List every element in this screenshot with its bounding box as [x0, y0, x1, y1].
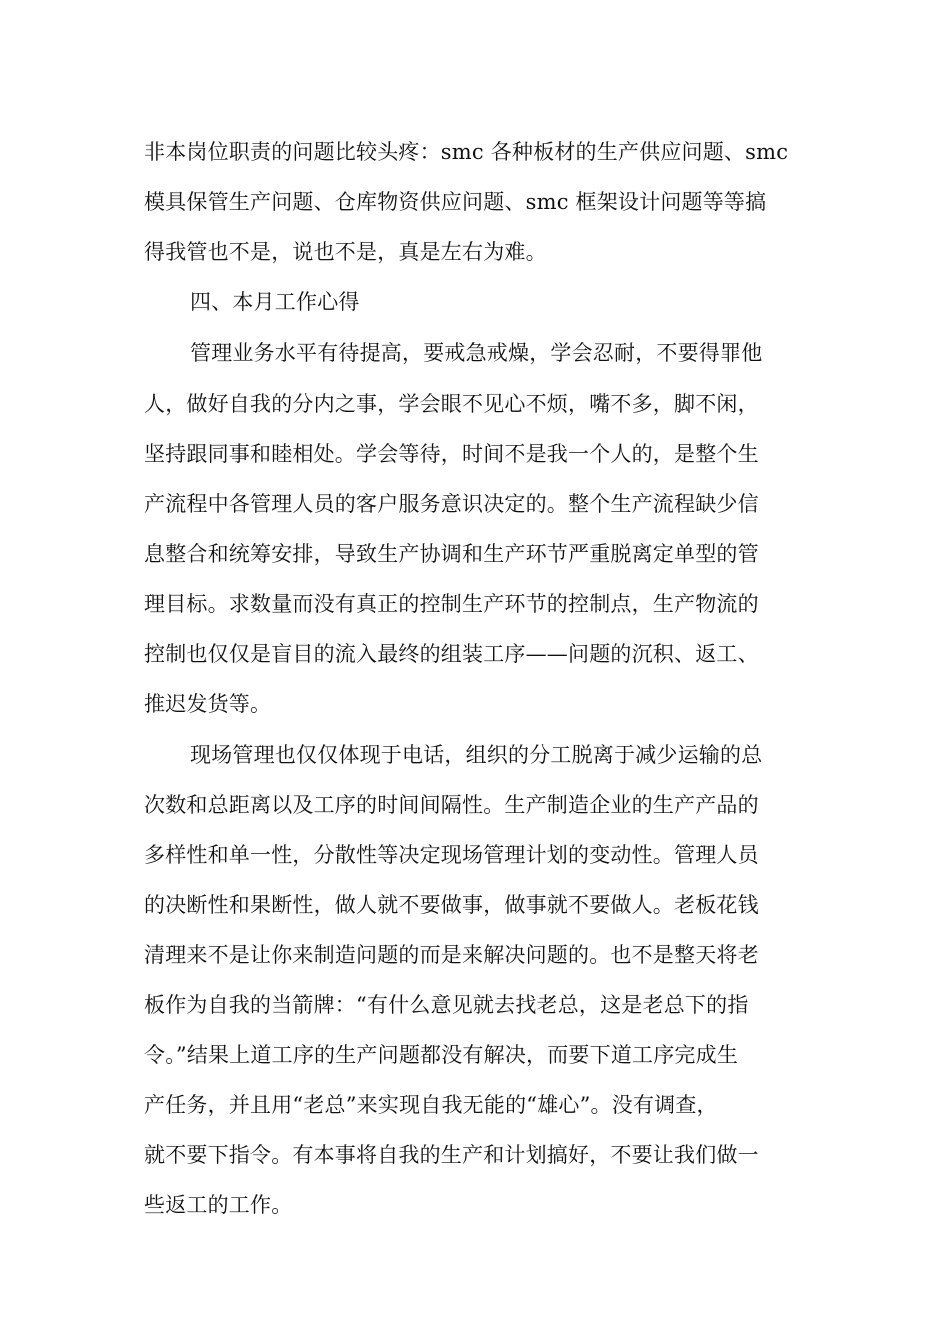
section-heading: 四、本月工作心得	[190, 290, 360, 314]
text-line: 人，做好自我的分内之事，学会眼不见心不烦，嘴不多，脚不闲，	[144, 392, 759, 416]
text-line: 控制也仅仅是盲目的流入最终的组装工序——问题的沉积、返工、	[144, 642, 759, 666]
text-line: 些返工的工作。	[144, 1193, 293, 1217]
text-line: 得我管也不是，说也不是，真是左右为难。	[144, 240, 547, 264]
text-line: 理目标。求数量而没有真正的控制生产环节的控制点，生产物流的	[144, 592, 759, 616]
text-line: 清理来不是让你来制造问题的而是来解决问题的。也不是整天将老	[144, 943, 759, 967]
text-line: 息整合和统筹安排，导致生产协调和生产环节严重脱离定单型的管	[144, 542, 759, 566]
text-line: 模具保管生产问题、仓库物资供应问题、smc 框架设计问题等等搞	[144, 190, 767, 214]
text-line: 次数和总距离以及工序的时间间隔性。生产制造企业的生产产品的	[144, 793, 759, 817]
text-line: 板作为自我的当箭牌：“有什么意见就去找老总，这是老总下的指	[144, 993, 749, 1017]
text-line: 坚持跟同事和睦相处。学会等待，时间不是我一个人的，是整个生	[144, 442, 759, 466]
text-line: 管理业务水平有待提高，要戒急戒燥，学会忍耐，不要得罪他	[190, 341, 763, 365]
text-line: 非本岗位职责的问题比较头疼：smc 各种板材的生产供应问题、smc	[144, 140, 789, 164]
text-line: 产流程中各管理人员的客户服务意识决定的。整个生产流程缺少信	[144, 492, 759, 516]
text-line: 就不要下指令。有本事将自我的生产和计划搞好，不要让我们做一	[144, 1143, 759, 1167]
text-line: 多样性和单一性，分散性等决定现场管理计划的变动性。管理人员	[144, 843, 759, 867]
text-line: 产任务，并且用“老总”来实现自我无能的“雄心”。没有调查，	[144, 1093, 718, 1117]
text-line: 现场管理也仅仅体现于电话，组织的分工脱离于减少运输的总	[190, 743, 763, 767]
text-line: 令。”结果上道工序的生产问题都没有解决，而要下道工序完成生	[144, 1043, 739, 1067]
text-line: 推迟发货等。	[144, 692, 272, 716]
text-line: 的决断性和果断性，做人就不要做事，做事就不要做人。老板花钱	[144, 893, 759, 917]
